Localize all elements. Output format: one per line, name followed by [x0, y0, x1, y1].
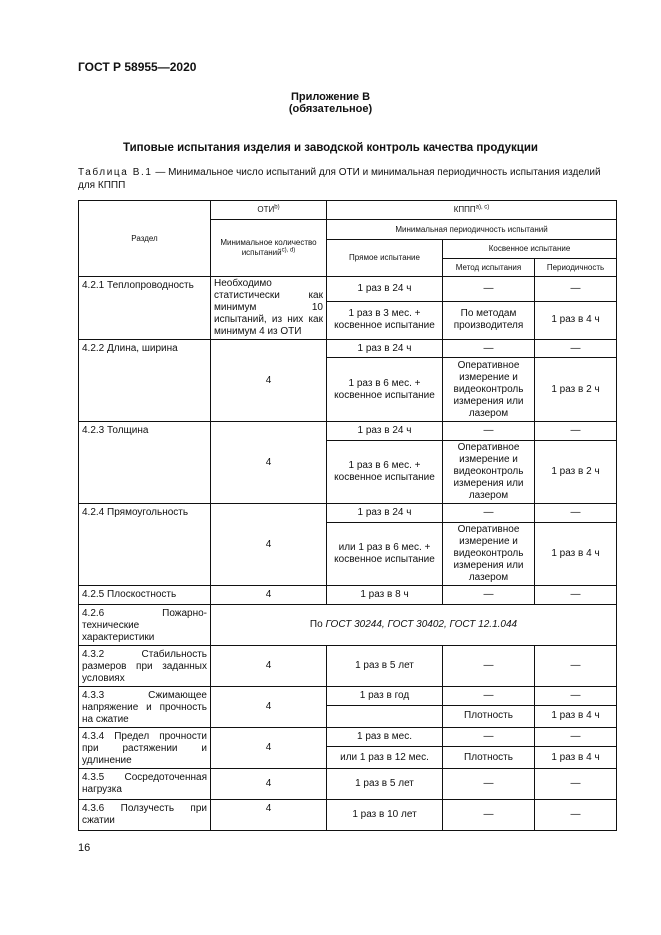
- method-cell: —: [443, 646, 535, 687]
- direct-cell: 1 раз в 24 ч: [327, 504, 443, 523]
- section-cell: 4.2.1 Теплопроводность: [79, 277, 211, 340]
- direct-cell: 1 раз в 6 мес. + косвенное испытание: [327, 358, 443, 422]
- direct-cell: 1 раз в 6 мес. + косвенное испытание: [327, 441, 443, 504]
- test-schedule-table: [78, 200, 617, 831]
- table-row: [79, 504, 617, 523]
- oti-cell: 4: [211, 769, 327, 800]
- method-cell: —: [443, 728, 535, 747]
- method-cell: Плотность: [443, 747, 535, 769]
- oti-cell: 4: [211, 646, 327, 687]
- method-cell: —: [443, 769, 535, 800]
- method-cell: По методам производителя: [443, 301, 535, 340]
- direct-cell: 1 раз в 24 ч: [327, 422, 443, 441]
- table-row: [79, 728, 617, 747]
- direct-cell: или 1 раз в 6 мес. + косвенное испытание: [327, 523, 443, 586]
- period-cell: —: [535, 728, 617, 747]
- period-cell: 1 раз в 2 ч: [535, 358, 617, 422]
- section-heading: Типовые испытания изделия и заводской контроль качества продукции: [122, 142, 538, 154]
- direct-cell: 1 раз в 5 лет: [327, 769, 443, 800]
- direct-cell: 1 раз в 24 ч: [327, 277, 443, 302]
- direct-cell: 1 раз в 24 ч: [327, 340, 443, 358]
- table-row: [79, 605, 617, 646]
- header-section: Раздел: [79, 201, 211, 277]
- oti-cell: 4: [211, 728, 327, 769]
- oti-cell: 4: [211, 586, 327, 605]
- section-cell: 4.3.5 Сосредоточенная нагрузка: [79, 769, 211, 800]
- direct-cell: 1 раз в год: [327, 687, 443, 706]
- period-cell: 1 раз в 4 ч: [535, 747, 617, 769]
- section-cell: 4.2.4 Прямоугольность: [79, 504, 211, 586]
- period-cell: —: [535, 769, 617, 800]
- header-oti-min: Минимальное количество испытаний$^{c), d)}$: [211, 220, 327, 277]
- header-kppp: $КППП^{a), c)}$: [327, 201, 617, 220]
- method-cell: Оперативное измерение и видеоконтроль измерения или лазером: [443, 358, 535, 422]
- method-cell: —: [443, 340, 535, 358]
- period-cell: —: [535, 340, 617, 358]
- table-row: [79, 340, 617, 358]
- table-row: [79, 800, 617, 831]
- period-cell: —: [535, 646, 617, 687]
- oti-cell: 4: [211, 800, 327, 831]
- oti-cell: 4: [211, 340, 327, 422]
- table-row: [79, 277, 617, 302]
- standard-number: ГОСТ Р 58955—2020: [78, 60, 197, 74]
- section-cell: 4.3.3 Сжимающее напряжение и прочность на сжатие: [79, 687, 211, 728]
- period-cell: —: [535, 422, 617, 441]
- table-row: [79, 646, 617, 687]
- method-cell: —: [443, 800, 535, 831]
- header-indirect: Косвенное испытание: [443, 240, 617, 259]
- table-caption-prefix: Таблица В.1: [78, 167, 153, 178]
- direct-cell: 1 раз в 8 ч: [327, 586, 443, 605]
- period-cell: 1 раз в 2 ч: [535, 441, 617, 504]
- table-row: [79, 422, 617, 441]
- oti-cell: Необходимо статистически как минимум 10 испытаний, из них как минимум 4 из ОТИ: [211, 277, 327, 340]
- method-cell: Оперативное измерение и видеоконтроль измерения или лазером: [443, 441, 535, 504]
- direct-cell: 1 раз в 10 лет: [327, 800, 443, 831]
- header-min-period: Минимальная периодичность испытаний: [327, 220, 617, 240]
- annex-status: (обязательное): [288, 103, 373, 115]
- section-cell: 4.2.3 Толщина: [79, 422, 211, 504]
- method-cell: —: [443, 586, 535, 605]
- direct-cell: [327, 705, 443, 727]
- period-cell: 1 раз в 4 ч: [535, 705, 617, 727]
- header-oti: ОТИ$^{b)}$: [211, 201, 327, 220]
- direct-cell: 1 раз в 3 мес. + косвенное испытание: [327, 301, 443, 340]
- page-number: 16: [78, 842, 91, 854]
- method-cell: —: [443, 422, 535, 441]
- oti-cell: 4: [211, 504, 327, 586]
- method-cell: —: [443, 277, 535, 302]
- fire-standards-cell: По ГОСТ 30244, ГОСТ 30402, ГОСТ 12.1.044: [211, 605, 617, 646]
- direct-cell: или 1 раз в 12 мес.: [327, 747, 443, 769]
- section-cell: 4.3.6 Ползучесть при сжатии: [79, 800, 211, 831]
- period-cell: —: [535, 687, 617, 706]
- header-direct: Прямое испытание: [327, 240, 443, 277]
- method-cell: Плотность: [443, 705, 535, 727]
- period-cell: —: [535, 586, 617, 605]
- table-header-row: [79, 201, 617, 220]
- period-cell: —: [535, 800, 617, 831]
- direct-cell: 1 раз в мес.: [327, 728, 443, 747]
- method-cell: —: [443, 687, 535, 706]
- period-cell: 1 раз в 4 ч: [535, 301, 617, 340]
- annex-title: Приложение В: [290, 91, 371, 103]
- oti-cell: 4: [211, 687, 327, 728]
- section-cell: 4.3.4 Предел прочности при растяжении и удлинение: [79, 728, 211, 769]
- table-row: [79, 687, 617, 706]
- header-method: Метод испытания: [443, 259, 535, 277]
- method-cell: —: [443, 504, 535, 523]
- period-cell: —: [535, 504, 617, 523]
- direct-cell: 1 раз в 5 лет: [327, 646, 443, 687]
- oti-cell: 4: [211, 422, 327, 504]
- table-caption-text: — Минимальное число испытаний для ОТИ и минимальная периодичность испытания изделий для КППП: [78, 167, 601, 191]
- table-row: [79, 769, 617, 800]
- section-cell: 4.2.5 Плоскостность: [79, 586, 211, 605]
- section-cell: 4.3.2 Стабильность размеров при заданных условиях: [79, 646, 211, 687]
- table-row: [79, 586, 617, 605]
- method-cell: Оперативное измерение и видеоконтроль измерения или лазером: [443, 523, 535, 586]
- header-periodicity: Периодичность: [535, 259, 617, 277]
- section-cell: 4.2.2 Длина, ширина: [79, 340, 211, 422]
- period-cell: 1 раз в 4 ч: [535, 523, 617, 586]
- period-cell: —: [535, 277, 617, 302]
- section-cell: 4.2.6 Пожарно-технические характеристики: [79, 605, 211, 646]
- table-caption: [78, 166, 616, 192]
